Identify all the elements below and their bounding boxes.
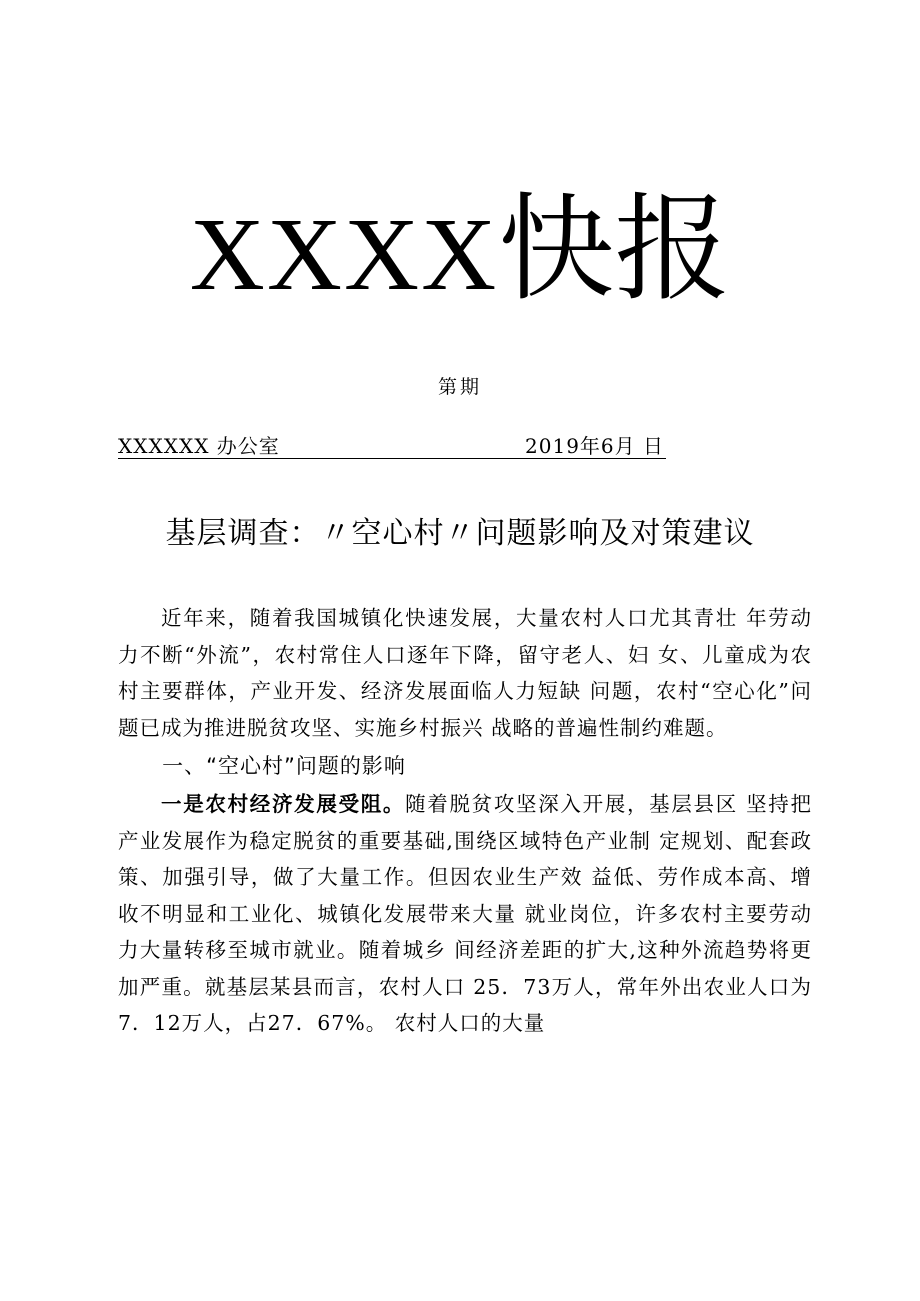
- office-name: XXXXXX 办公室: [118, 434, 280, 458]
- section-paragraph: [118, 786, 812, 1042]
- meta-line: [118, 430, 666, 459]
- masthead-latin: XXXX: [189, 197, 499, 312]
- paragraph-text: 随着脱贫攻坚深入开展，基层县区 坚持把产业发展作为稳定脱贫的重要基础,围绕区域特色产业制 定规划、配套政策、加强引导，做了大量工作。但因农业生产效 益低、劳作成本高、增收不明显和工业化、城镇化发展带来大量 就业岗位，许多农村主要劳动力大量转移至城市就业。随着城乡 间经济差距的扩大,这种外流趋势将更加严重。就基层某县而言，农村人口 25．73万人，常年外出农业人口为7．12万人，占27．67%。 农村人口的大量: [118, 792, 812, 1035]
- article-body: [118, 600, 812, 1042]
- intro-paragraph: 近年来，随着我国城镇化快速发展，大量农村人口尤其青壮 年劳动力不断“外流”，农村常住人口逐年下降，留守老人、妇 女、儿童成为农村主要群体，产业开发、经济发展面临人力短缺 问题，农村“空心化”问题已成为推进脱贫攻坚、实施乡村振兴 战略的普遍性制约难题。: [118, 606, 812, 740]
- issue-date: 2019年6月 日: [525, 434, 664, 458]
- section-heading: 一、“空心村”问题的影响: [162, 754, 406, 778]
- masthead: [0, 180, 920, 325]
- issue-number: 第期: [437, 376, 482, 398]
- masthead-chinese: 快报: [498, 182, 731, 317]
- article-headline: 基层调查：〃空心村〃问题影响及对策建议: [165, 516, 755, 551]
- paragraph-lead: 一是农村经济发展受阻。: [161, 792, 406, 816]
